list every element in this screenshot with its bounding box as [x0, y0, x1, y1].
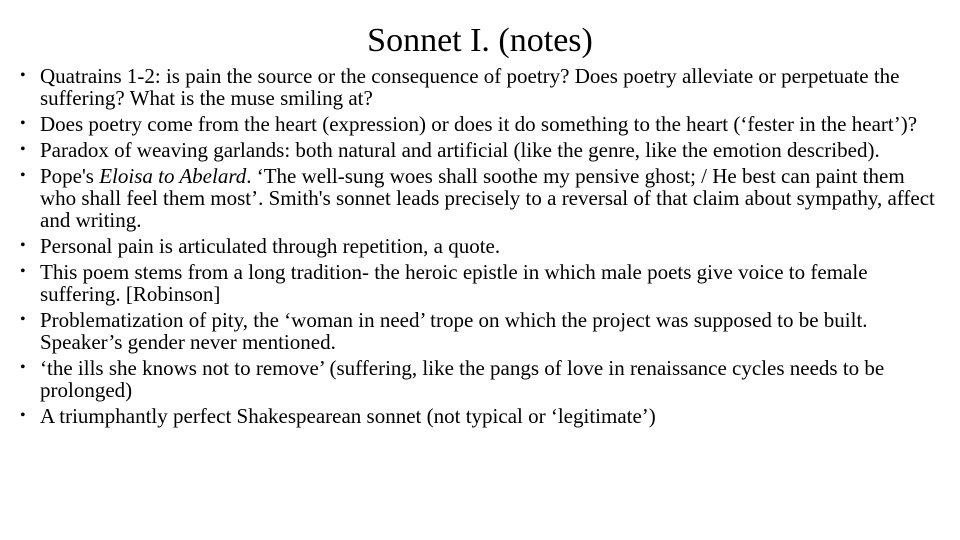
bullet-text: This poem stems from a long tradition- the heroic epistle in which male poets give voice to female suffering. [Robinson] [40, 260, 868, 306]
bullet-icon: • [20, 67, 26, 84]
bullet-icon: • [20, 263, 26, 280]
bullet-text [40, 164, 935, 232]
bullet-text: ‘the ills she knows not to remove’ (suffering, like the pangs of love in renaissance cycles needs to be prolonged) [40, 356, 885, 402]
bullet-icon: • [20, 141, 26, 158]
bullet-item-4 [20, 165, 940, 231]
bullet-icon: • [20, 407, 26, 424]
work-title: Eloisa to Abelard [99, 164, 247, 188]
slide-title: Sonnet I. (notes) [367, 22, 593, 59]
bullet-icon: • [20, 237, 26, 254]
bullet-item-9 [20, 405, 940, 427]
bullet-item-3 [20, 139, 940, 161]
bullet-text: Problematization of pity, the ‘woman in need’ trope on which the project was supposed to be built. Speaker’s gender never mentioned. [40, 308, 868, 354]
bullet-item-8 [20, 357, 940, 401]
bullet-item-2 [20, 113, 940, 135]
bullet-list [20, 65, 940, 431]
bullet-text: A triumphantly perfect Shakespearean sonnet (not typical or ‘legitimate’) [40, 404, 656, 428]
bullet-item-1 [20, 65, 940, 109]
bullet-icon: • [20, 359, 26, 376]
bullet-text: Quatrains 1-2: is pain the source or the consequence of poetry? Does poetry alleviate or perpetuate the suffering? What is the muse smiling at? [40, 64, 900, 110]
bullet-item-5 [20, 235, 940, 257]
bullet-text: Personal pain is articulated through repetition, a quote. [40, 234, 501, 258]
bullet-icon: • [20, 167, 26, 184]
bullet-icon: • [20, 311, 26, 328]
bullet-text: Paradox of weaving garlands: both natural and artificial (like the genre, like the emotion described). [40, 138, 880, 162]
bullet-item-6 [20, 261, 940, 305]
bullet-item-7 [20, 309, 940, 353]
bullet-icon: • [20, 115, 26, 132]
bullet-text-before: Pope's [40, 164, 100, 188]
bullet-text-after: . ‘The well-sung woes shall soothe my pensive ghost; / He best can paint them who shall feel them most’. Smith's sonnet leads precisely to a reversal of that claim about sympathy, affect and writing. [40, 164, 935, 232]
bullet-text: Does poetry come from the heart (expression) or does it do something to the heart (‘fester in the heart’)? [40, 112, 918, 136]
